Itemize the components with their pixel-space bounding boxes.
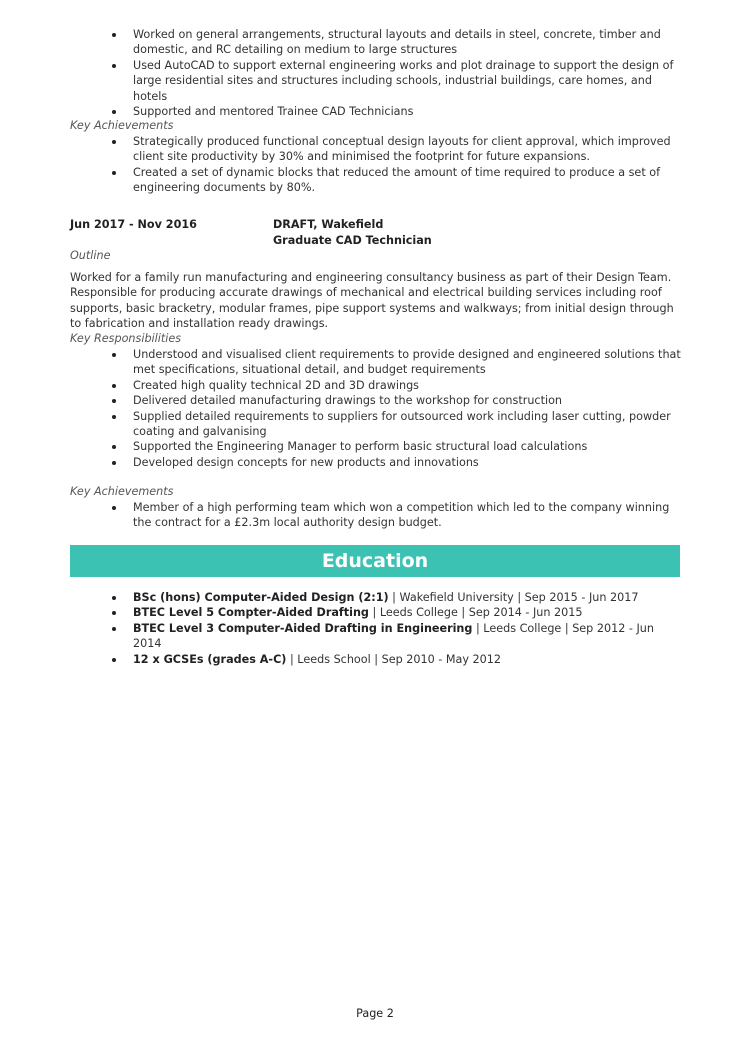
list-item: Supplied detailed requirements to suppliers for outsourced work including laser cutting, powder coating and galvanising [133,409,681,440]
bullet-icon [112,33,116,37]
job-dates: Jun 2017 - Nov 2016 [70,218,197,231]
job-role: Graduate CAD Technician [273,234,432,247]
list-item [133,605,681,620]
list-item: Supported the Engineering Manager to perform basic structural load calculations [133,439,681,454]
outline-text: Worked for a family run manufacturing and engineering consultancy business as part of their Design Team. Responsible for producing accurate drawings of mechanical and electrical building services including roof supports, basic bracketry, modular frames, pipe support systems and walkways; from initial design through to fabrication and installation ready drawings. [70,271,674,331]
bullet-icon [112,110,116,114]
bullet-icon [112,415,116,419]
bullet-icon [112,445,116,449]
education-list [133,590,681,667]
list-item: Used AutoCAD to support external engineering works and plot drainage to support the design of large residential sites and structures including schools, industrial buildings, care homes, and hotels [133,58,681,104]
qualification-details: | Leeds College | Sep 2014 - Jun 2015 [368,606,583,620]
previous-role-responsibilities [133,27,681,119]
bullet-icon [112,353,116,357]
bullet-icon [112,506,116,510]
list-item: Strategically produced functional conceptual design layouts for client approval, which improved client site productivity by 30% and minimised the footprint for future expansions. [133,134,681,165]
list-item [133,652,681,667]
outline-label: Outline [70,249,111,262]
page-number: Page 2 [356,1007,394,1020]
bullet-icon [112,627,116,631]
education-heading: Education [70,545,680,577]
qualification-name: 12 x GCSEs (grades A-C) [133,652,287,666]
bullet-icon [112,64,116,68]
previous-role-achievements [133,134,681,196]
key-responsibilities-label: Key Responsibilities [70,332,182,345]
bullet-icon [112,461,116,465]
key-achievements-label: Key Achievements [70,485,174,498]
qualification-name: BTEC Level 3 Computer-Aided Drafting in Engineering [133,621,473,635]
bullet-icon [112,384,116,388]
key-achievements-label: Key Achievements [70,119,174,132]
job-achievements [133,500,681,531]
list-item: Understood and visualised client requirements to provide designed and engineered solutions that met specifications, situational detail, and budget requirements [133,347,681,378]
list-item: Delivered detailed manufacturing drawings to the workshop for construction [133,393,681,408]
list-item: Worked on general arrangements, structural layouts and details in steel, concrete, timber and domestic, and RC detailing on medium to large structures [133,27,681,58]
job-company: DRAFT, Wakefield [273,218,384,231]
qualification-name: BSc (hons) Computer-Aided Design (2:1) [133,591,389,604]
list-item: Created a set of dynamic blocks that reduced the amount of time required to produce a set of engineering documents by 80%. [133,165,681,196]
bullet-icon [112,140,116,144]
bullet-icon [112,658,116,662]
qualification-details: | Wakefield University | Sep 2015 - Jun 2017 [388,591,639,604]
qualification-name: BTEC Level 5 Compter-Aided Drafting [133,606,369,620]
list-item: Supported and mentored Trainee CAD Technicians [133,104,681,119]
list-item [133,621,681,652]
bullet-icon [112,171,116,175]
bullet-icon [112,596,116,600]
list-item [133,590,681,605]
list-item: Developed design concepts for new products and innovations [133,455,681,470]
qualification-details: | Leeds School | Sep 2010 - May 2012 [286,652,502,666]
qualification-details: | Leeds College | Sep 2012 - Jun 2014 [133,621,654,651]
list-item: Member of a high performing team which won a competition which led to the company winning the contract for a £2.3m local authority design budget. [133,500,681,531]
list-item: Created high quality technical 2D and 3D drawings [133,378,681,393]
bullet-icon [112,399,116,403]
bullet-icon [112,611,116,615]
job-responsibilities [133,347,681,470]
